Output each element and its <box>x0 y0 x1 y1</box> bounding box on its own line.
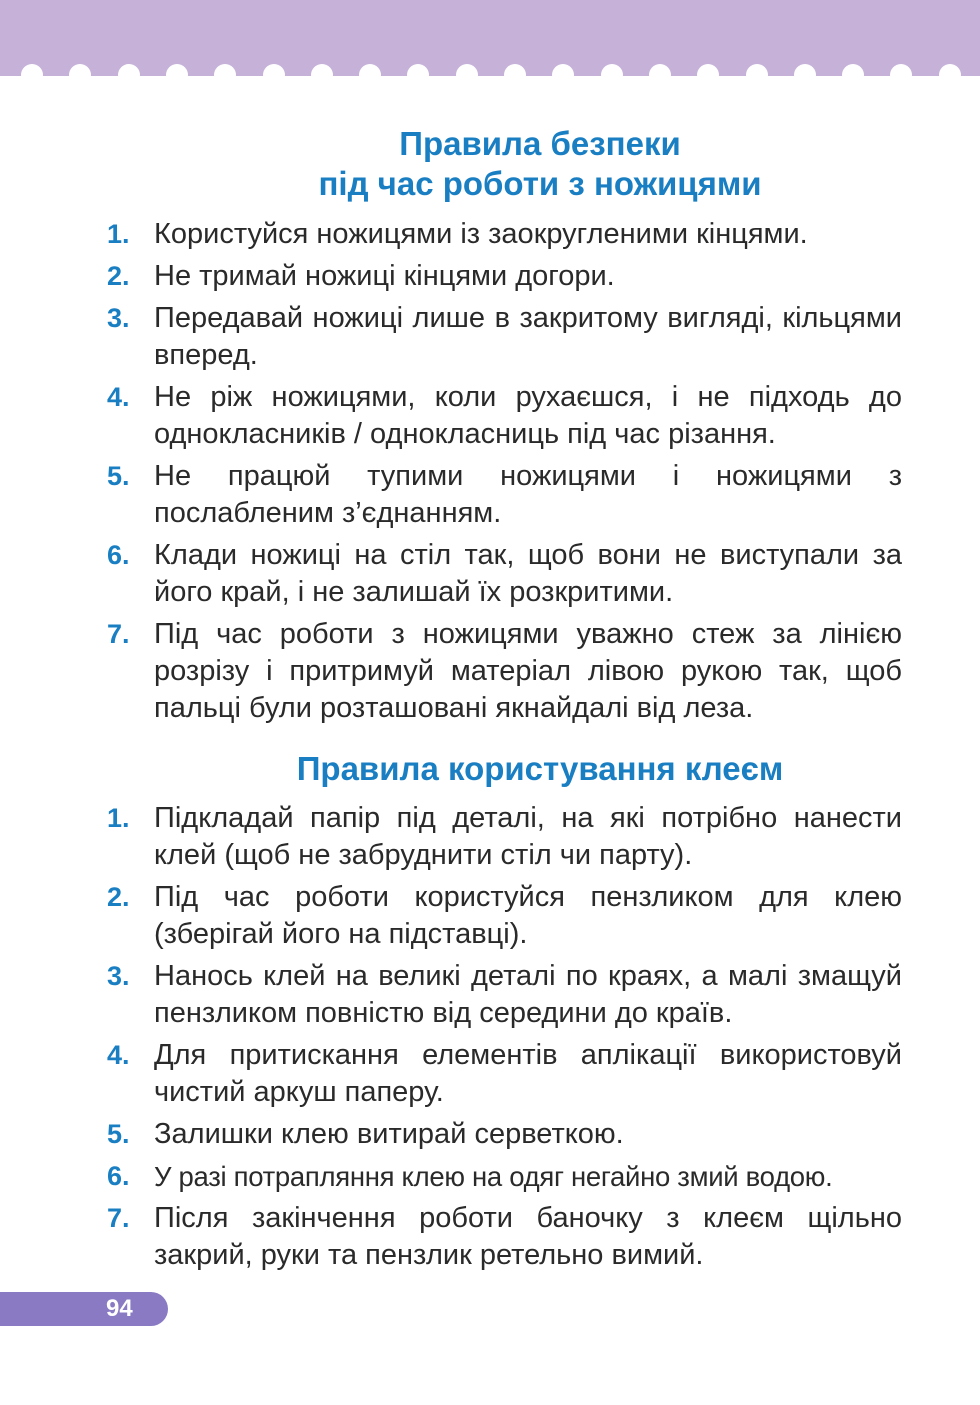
list-item <box>0 216 980 253</box>
list-item <box>0 300 980 374</box>
header-dot <box>359 64 381 86</box>
header-dot <box>939 64 961 86</box>
page-number: 94 <box>106 1295 133 1322</box>
item-text: Для притискання елементів аплікації використовуй чистий аркуш паперу. <box>154 1039 902 1108</box>
item-number: 3. <box>107 961 130 991</box>
header-dot <box>601 64 623 86</box>
header-dot <box>407 64 429 86</box>
header-dot <box>118 64 140 86</box>
item-number: 1. <box>107 219 130 249</box>
scissors-title-line2: під час роботи з ножицями <box>318 165 762 202</box>
header-dot <box>69 64 91 86</box>
item-text: Не ріж ножицями, коли рухаєшся, і не підходь до однокласників / однокласниць під час різання. <box>154 381 902 450</box>
list-item <box>0 1037 980 1111</box>
scissors-rules-title <box>0 124 980 204</box>
header-dot <box>166 64 188 86</box>
item-text: Користуйся ножицями із заокругленими кінцями. <box>154 218 808 250</box>
item-text: Підкладай папір під деталі, на які потрібно нанести клей (щоб не забруднити стіл чи парту). <box>154 802 902 871</box>
scissors-rules-list <box>0 216 980 732</box>
header-dot <box>263 64 285 86</box>
header-dot <box>842 64 864 86</box>
item-number: 5. <box>107 1119 130 1149</box>
page-number-badge <box>0 1292 168 1326</box>
header-dot <box>214 64 236 86</box>
list-item <box>0 258 980 295</box>
item-number: 5. <box>107 461 130 491</box>
item-text: Під час роботи з ножицями уважно стеж за лінією розрізу і притримуй матеріал лівою рукою так, щоб пальці були розташовані якнайдалі від леза. <box>154 618 902 724</box>
item-number: 1. <box>107 803 130 833</box>
header-dot <box>746 64 768 86</box>
item-text: У разі потрапляння клею на одяг негайно змий водою. <box>154 1161 833 1192</box>
item-text: Передавай ножиці лише в закритому вигляді, кільцями вперед. <box>154 302 902 371</box>
list-item <box>0 458 980 532</box>
item-number: 7. <box>107 1203 130 1233</box>
header-dot <box>890 64 912 86</box>
header-dot <box>456 64 478 86</box>
header-dot-border <box>0 64 980 88</box>
list-item <box>0 879 980 953</box>
item-number: 6. <box>107 540 130 570</box>
item-number: 7. <box>107 619 130 649</box>
glue-rules-title: Правила користування клеєм <box>296 750 784 787</box>
item-number: 4. <box>107 1040 130 1070</box>
list-item <box>0 958 980 1032</box>
item-text: Не тримай ножиці кінцями догори. <box>154 260 615 292</box>
item-text: Наноcь клей на великі деталі по краях, а малі змащуй пензликом повністю від середини до країв. <box>154 960 902 1029</box>
list-item <box>0 1158 980 1195</box>
header-dot <box>697 64 719 86</box>
header-dot <box>552 64 574 86</box>
list-item <box>0 1116 980 1153</box>
item-number: 2. <box>107 261 130 291</box>
item-number: 2. <box>107 882 130 912</box>
item-number: 6. <box>107 1161 130 1191</box>
list-item <box>0 379 980 453</box>
scissors-title-line1: Правила безпеки <box>399 125 681 162</box>
item-number: 3. <box>107 303 130 333</box>
header-dot <box>311 64 333 86</box>
header-dot <box>649 64 671 86</box>
list-item <box>0 1200 980 1274</box>
glue-rules-list <box>0 800 980 1279</box>
item-number: 4. <box>107 382 130 412</box>
item-text: Не працюй тупими ножицями і ножицями з послабленим з’єднанням. <box>154 460 902 529</box>
item-text: Під час роботи користуйся пензликом для клею (зберігай його на підставці). <box>154 881 902 950</box>
header-dot <box>794 64 816 86</box>
item-text: Після закінчення роботи баночку з клеєм щільно закрий, руки та пензлик ретельно вимий. <box>154 1202 902 1271</box>
header-dot <box>504 64 526 86</box>
list-item <box>0 537 980 611</box>
item-text: Залишки клею витирай серветкою. <box>154 1118 624 1150</box>
item-text: Клади ножиці на стіл так, щоб вони не виступали за його край, і не залишай їх розкритими. <box>154 539 902 608</box>
list-item <box>0 616 980 727</box>
header-dot <box>21 64 43 86</box>
list-item <box>0 800 980 874</box>
